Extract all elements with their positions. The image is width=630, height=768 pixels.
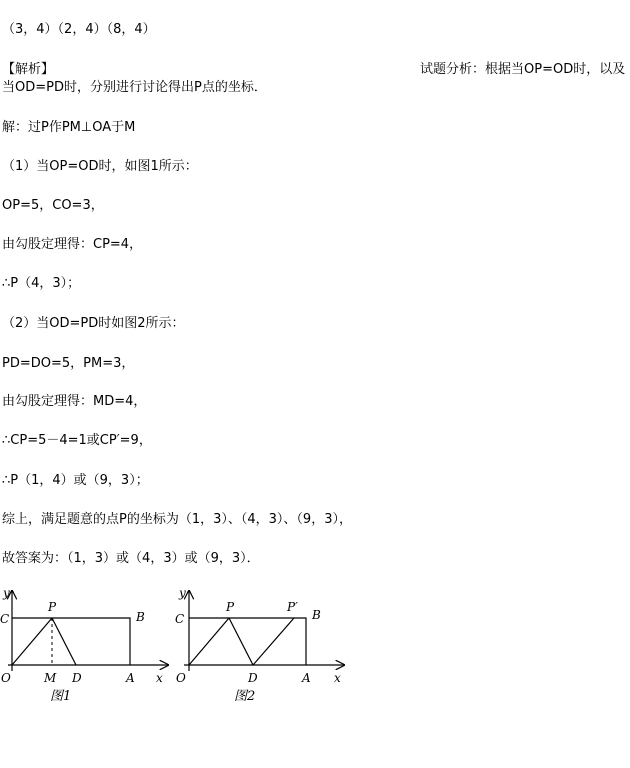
segment-dp-prime — [253, 618, 294, 665]
caption-figure-2: 图2 — [234, 689, 256, 704]
label-p-prime: P′ — [287, 600, 298, 614]
case-2-cp: ∴CP=5－4=1或CP′=9， — [2, 433, 152, 448]
segment-op — [189, 618, 229, 665]
label-o: O — [176, 671, 186, 685]
final-answer: 故答案为：（1，3）或（4，3）或（9，3）． — [2, 551, 260, 566]
analysis-intro: 试题分析：根据当OP=OD时，以及 — [420, 62, 626, 77]
summary-line: 综上，满足题意的点P的坐标为（1，3）、（4，3）、（9，3）， — [2, 512, 352, 527]
label-b: B — [136, 610, 145, 624]
label-o: O — [1, 671, 11, 685]
case-2-given: PD=DO=5，PM=3， — [2, 356, 135, 371]
label-c: C — [0, 612, 10, 626]
label-x: x — [156, 671, 163, 685]
label-a: A — [302, 671, 311, 685]
figure-2 — [172, 585, 352, 715]
case-2-heading: （2）当OD=PD时如图2所示： — [2, 316, 185, 331]
label-x: x — [334, 671, 341, 685]
label-d: D — [248, 671, 258, 685]
case-1-result: ∴P（4，3）； — [2, 276, 81, 291]
segment-pd — [229, 618, 253, 665]
label-b: B — [312, 608, 321, 622]
case-2-result: ∴P（1，4）或（9，3）； — [2, 473, 149, 488]
case-1-given: OP=5，CO=3， — [2, 198, 104, 213]
jiexi-label: 【解析】 — [2, 62, 55, 77]
label-c: C — [175, 612, 185, 626]
label-d: D — [72, 671, 82, 685]
case-2-pythagoras: 由勾股定理得：MD=4， — [2, 394, 147, 409]
figure-1 — [0, 585, 180, 715]
analysis-continued: 当OD=PD时，分别进行讨论得出P点的坐标． — [2, 80, 267, 95]
segment-pd — [52, 618, 76, 665]
label-p: P — [48, 600, 57, 614]
label-m: M — [44, 671, 57, 685]
label-a: A — [126, 671, 135, 685]
label-y: y — [179, 586, 186, 600]
solution-intro: 解：过P作PM⊥OA于M — [2, 120, 136, 135]
caption-figure-1: 图1 — [50, 689, 72, 704]
case-1-pythagoras: 由勾股定理得：CP=4， — [2, 237, 143, 252]
rectangle-ocba — [12, 618, 130, 665]
label-p: P — [226, 600, 235, 614]
label-y: y — [3, 586, 10, 600]
case-1-heading: （1）当OP=OD时，如图1所示： — [2, 159, 198, 174]
answer-line: （3，4）（2，4）（8，4） — [2, 22, 156, 37]
segment-op — [12, 618, 52, 665]
